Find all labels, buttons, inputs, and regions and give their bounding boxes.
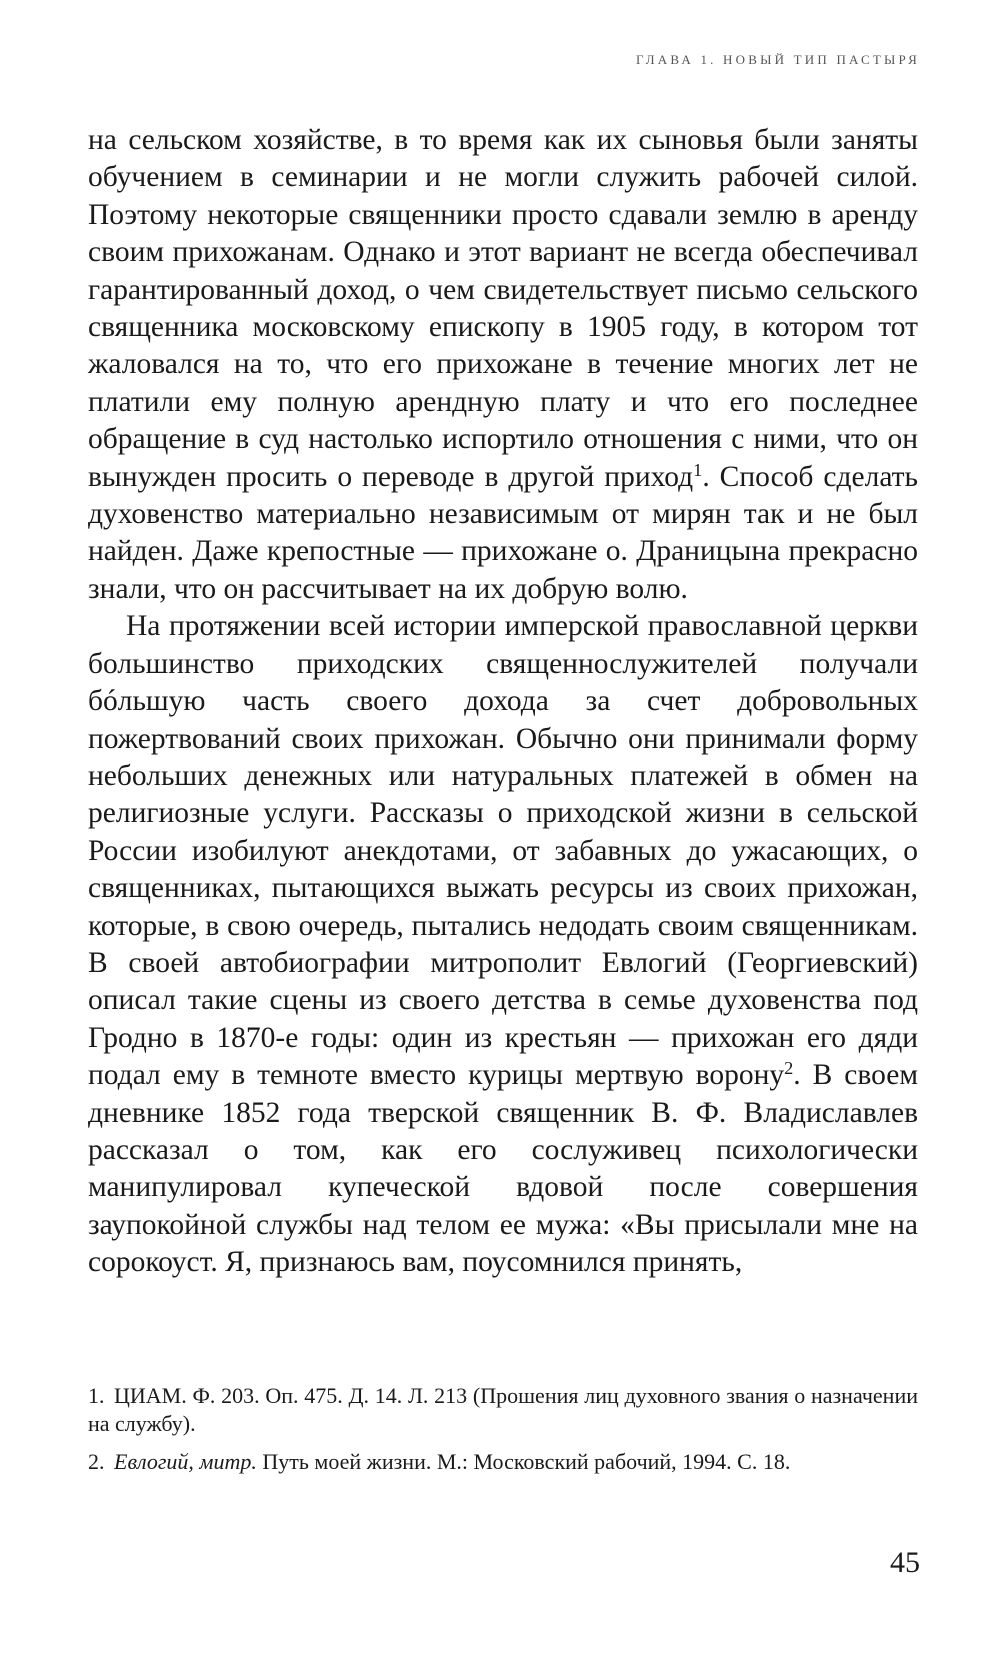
paragraph-2	[88, 608, 918, 1281]
running-head: ГЛАВА 1. НОВЫЙ ТИП ПАСТЫРЯ	[636, 52, 920, 67]
footnote-ref-2: 2	[784, 1058, 794, 1079]
paragraph-1	[88, 122, 918, 608]
main-text	[88, 122, 918, 1282]
footnote-author: Евлогий, митр.	[114, 1449, 257, 1474]
footnotes	[88, 1382, 918, 1486]
footnote-number: 1.	[88, 1383, 105, 1408]
footnote-number: 2.	[88, 1449, 105, 1474]
paragraph-2-text-cont: . В своем дневнике 1852 года тверской священник В. Ф. Владиславлев рассказал о том, как его сослуживец психологически манипулировал купеческой вдовой после совершения заупокойной службы над телом ее мужа: «Вы присылали мне на сорокоуст. Я, признаюсь вам, поусомнился принять,	[88, 1059, 918, 1279]
footnote-1	[88, 1382, 918, 1438]
paragraph-1-text: на сельском хозяйстве, в то время как их сыновья были заняты обучением в семинарии и не могли служить рабочей силой. Поэтому некоторые священники просто сдавали землю в аренду своим прихожанам. Однако и этот вариант не всегда обеспечивал гарантированный доход, о чем свидетельствует письмо сельского священника московскому епископу в 1905 году, в котором тот жаловался на то, что его прихожане в течение многих лет не платили ему полную арендную плату и что его последнее обращение в суд настолько испортило отношения с ними, что он вынужден просить о переводе в другой приход	[88, 124, 918, 493]
footnote-text: ЦИАМ. Ф. 203. Оп. 475. Д. 14. Л. 213 (Прошения лиц духовного звания о назначении на службу).	[88, 1383, 918, 1436]
footnote-ref-1: 1	[693, 459, 703, 480]
footnote-text: Путь моей жизни. М.: Московский рабочий, 1994. С. 18.	[256, 1449, 791, 1474]
paragraph-2-text: На протяжении всей истории имперской православной церкви большинство приходских священнослужителей получали бóльшую часть своего дохода за счет добровольных пожертвований своих прихожан. Обычно они принимали форму небольших денежных или натуральных платежей в обмен на религиозные услуги. Рассказы о приходской жизни в сельской России изобилуют анекдотами, от забавных до ужасающих, о священниках, пытающихся выжать ресурсы из своих прихожан, которые, в свою очередь, пытались недодать своим священникам. В своей автобиографии митрополит Евлогий (Георгиевский) описал такие сцены из своего детства в семье духовенства под Гродно в 1870-е годы: один из крестьян — прихожан его дяди подал ему в темноте вместо курицы мертвую ворону	[88, 610, 918, 1092]
page-number: 45	[890, 1546, 920, 1579]
footnote-2	[88, 1448, 918, 1476]
paragraph-1-text-cont: . Способ сделать духовенство материально независимым от мирян так и не был найден. Даже крепостные — прихожане о. Драницына прекрасно знали, что он рассчитывает на их добрую волю.	[88, 460, 918, 605]
